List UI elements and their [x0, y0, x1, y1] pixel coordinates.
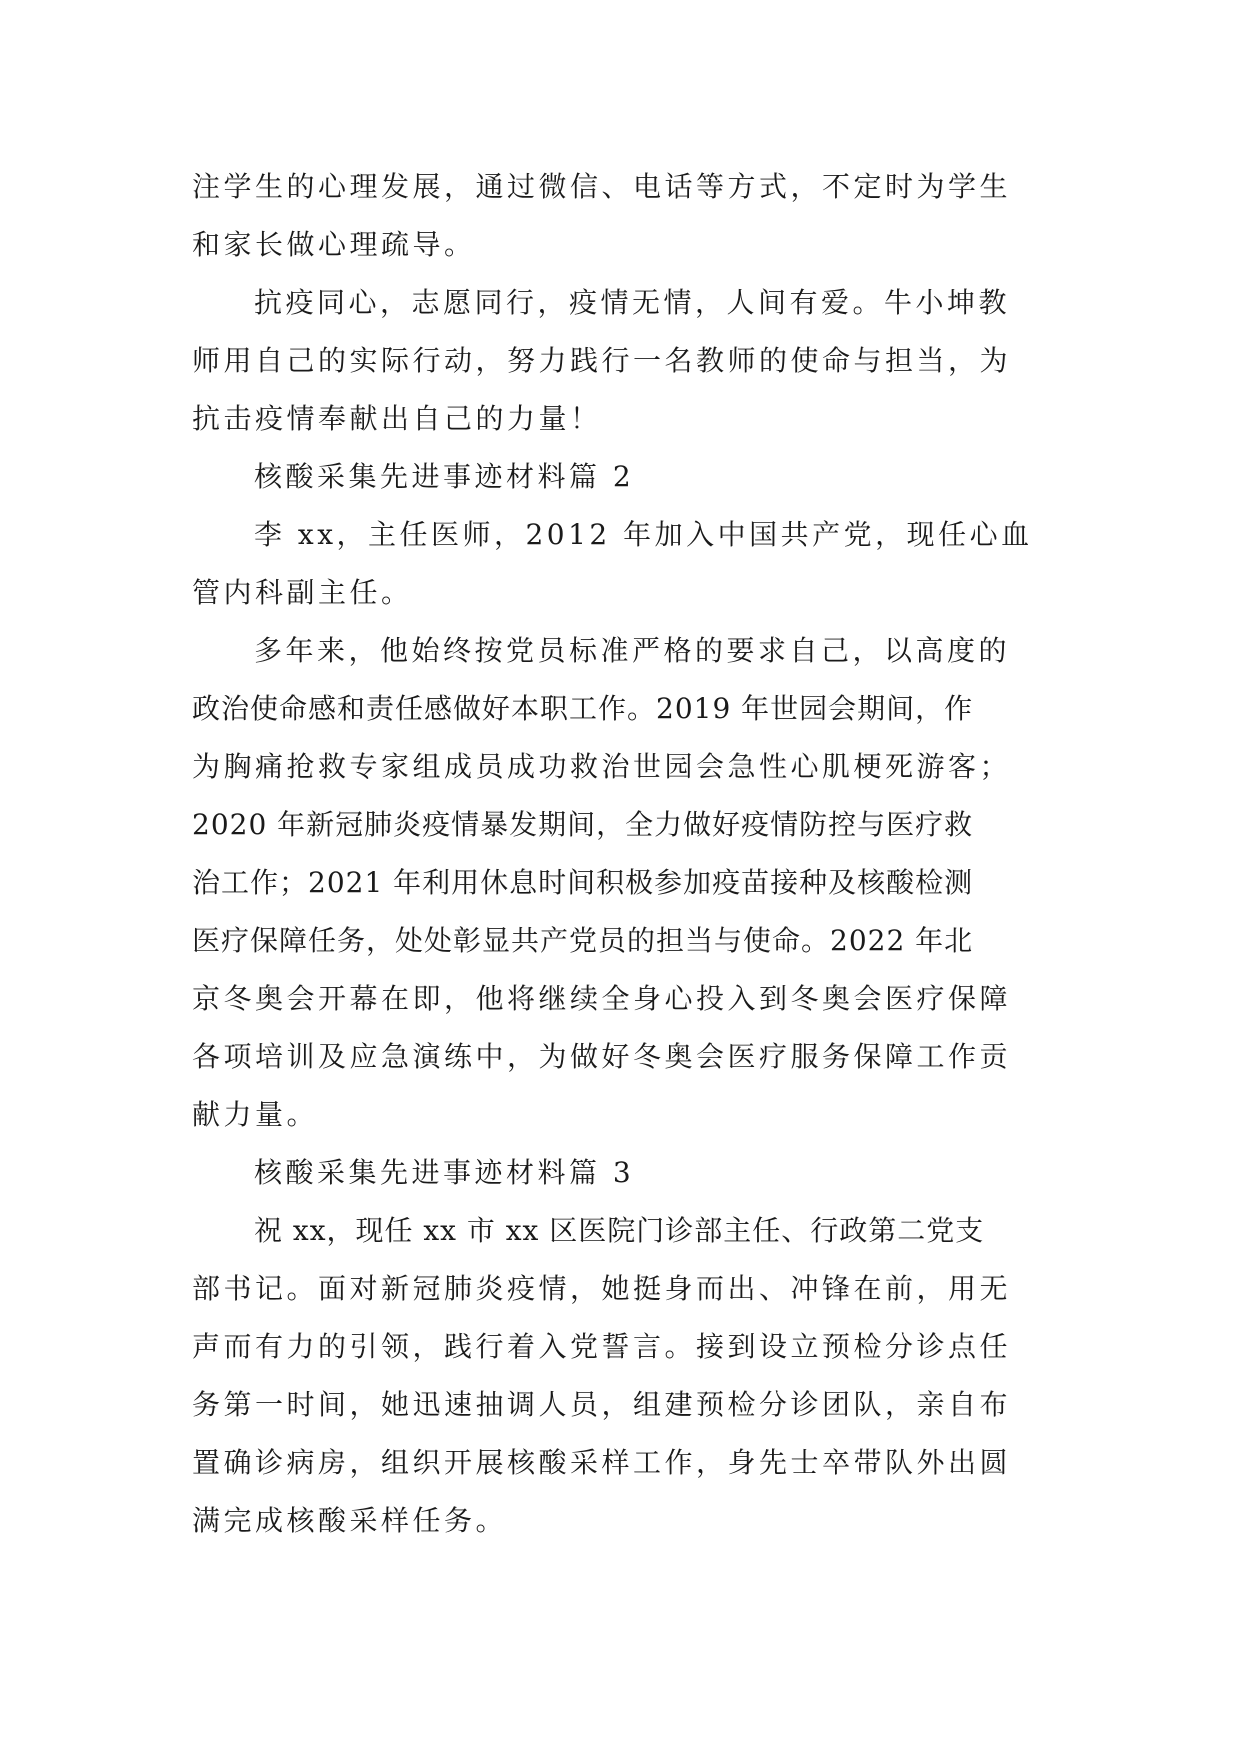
- paragraph-line: 2020 年新冠肺炎疫情暴发期间，全力做好疫情防控与医疗救: [192, 808, 974, 841]
- paragraph-line: 师用自己的实际行动，努力践行一名教师的使命与担当，为: [192, 344, 1012, 377]
- paragraph-line: 京冬奥会开幕在即，他将继续全身心投入到冬奥会医疗保障: [192, 982, 1012, 1015]
- paragraph-line: 政治使命感和责任感做好本职工作。2019 年世园会期间，作: [192, 692, 974, 725]
- paragraph-line: 务第一时间，她迅速抽调人员，组建预检分诊团队，亲自布: [192, 1388, 1012, 1421]
- paragraph-line: 抗击疫情奉献出自己的力量！: [192, 402, 602, 435]
- paragraph-line: 满完成核酸采样任务。: [192, 1504, 508, 1537]
- paragraph-line: 献力量。: [192, 1098, 319, 1131]
- section-heading: 核酸采集先进事迹材料篇 3: [254, 1156, 635, 1189]
- document-body: [192, 158, 1052, 1550]
- paragraph-line: 李 xx，主任医师，2012 年加入中国共产党，现任心血: [254, 518, 1033, 551]
- paragraph-line: 和家长做心理疏导。: [192, 228, 476, 261]
- paragraph-line: 注学生的心理发展，通过微信、电话等方式，不定时为学生: [192, 170, 1012, 203]
- paragraph-line: 治工作；2021 年利用休息时间积极参加疫苗接种及核酸检测: [192, 866, 974, 899]
- paragraph-line: 抗疫同心，志愿同行，疫情无情，人间有爱。牛小坤教: [254, 286, 1011, 319]
- section-heading: 核酸采集先进事迹材料篇 2: [254, 460, 635, 493]
- paragraph-line: 各项培训及应急演练中，为做好冬奥会医疗服务保障工作贡: [192, 1040, 1012, 1073]
- paragraph-line: 管内科副主任。: [192, 576, 413, 609]
- paragraph-line: 部书记。面对新冠肺炎疫情，她挺身而出、冲锋在前，用无: [192, 1272, 1012, 1305]
- paragraph-line: 多年来，他始终按党员标准严格的要求自己，以高度的: [254, 634, 1011, 667]
- paragraph-line: 医疗保障任务，处处彰显共产党员的担当与使命。2022 年北: [192, 924, 974, 957]
- paragraph-line: 为胸痛抢救专家组成员成功救治世园会急性心肌梗死游客；: [192, 750, 1012, 783]
- paragraph-line: 置确诊病房，组织开展核酸采样工作，身先士卒带队外出圆: [192, 1446, 1012, 1479]
- paragraph-line: 声而有力的引领，践行着入党誓言。接到设立预检分诊点任: [192, 1330, 1012, 1363]
- paragraph-line: 祝 xx，现任 xx 市 xx 区医院门诊部主任、行政第二党支: [254, 1214, 985, 1247]
